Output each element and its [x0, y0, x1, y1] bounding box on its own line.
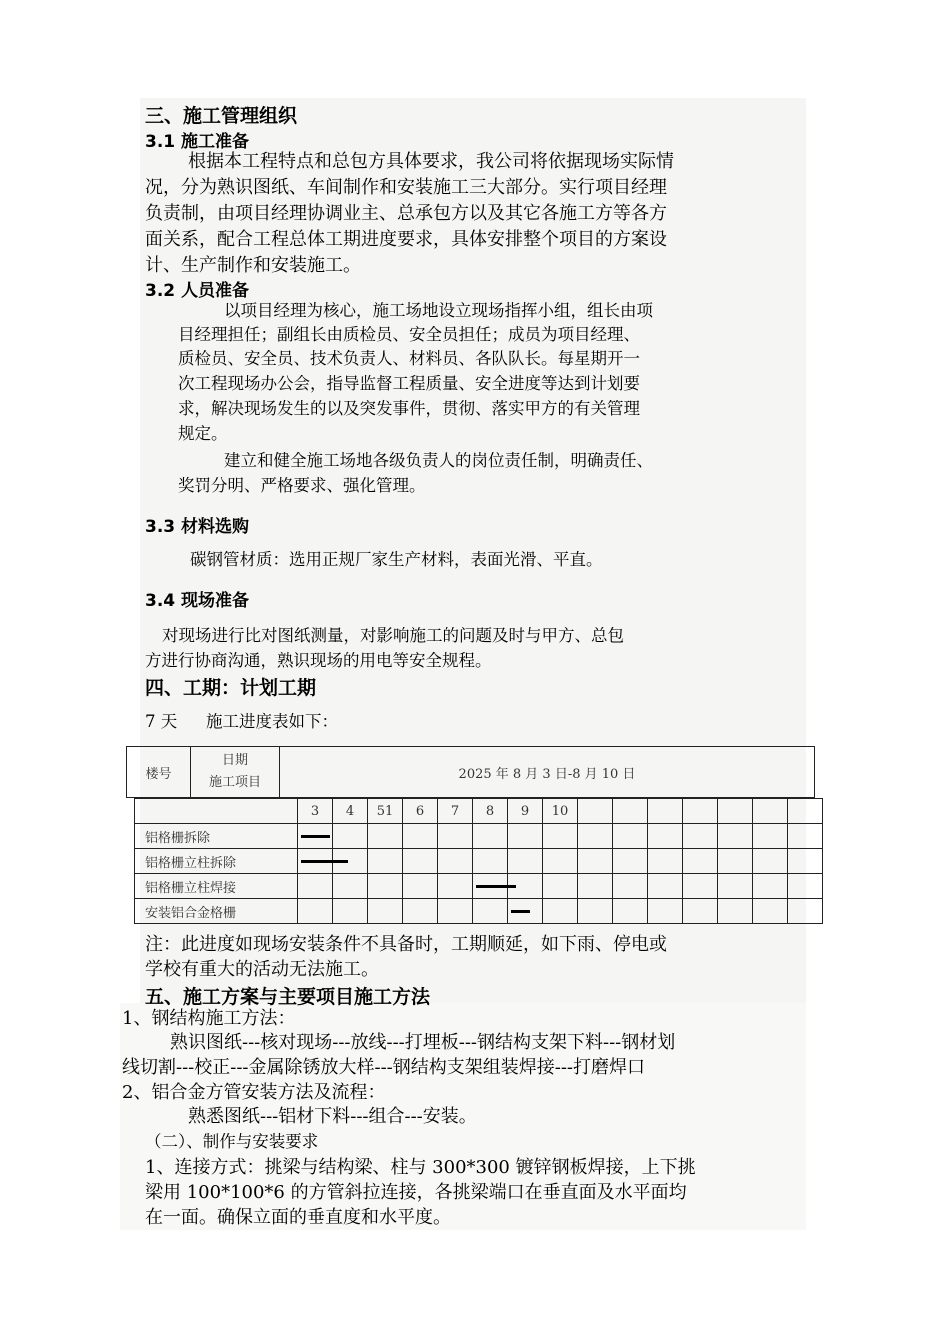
gantt-cell: [333, 874, 368, 899]
gantt-cell: [648, 849, 683, 874]
gantt-day-label: 7: [438, 799, 473, 824]
gantt-day-label: [648, 799, 683, 824]
sub-section-title: （二）、制作与安装要求: [145, 1132, 319, 1151]
schedule-header-table: [126, 746, 815, 798]
gantt-cell: [508, 849, 543, 874]
paragraph-line: 线切割---校正---金属除锈放大样---钢结构支架组装焊接---打磨焊口: [122, 1057, 645, 1078]
paragraph-line: 熟识图纸---核对现场---放线---打埋板---钢结构支架下料---钢材划: [170, 1032, 676, 1053]
gantt-day-label: [718, 799, 753, 824]
gantt-cell: [543, 899, 578, 924]
gantt-cell: [648, 824, 683, 849]
paragraph-line: 计、生产制作和安装施工。: [145, 255, 361, 276]
gantt-cell: [578, 849, 613, 874]
gantt-cell: [368, 874, 403, 899]
gantt-cell: [543, 874, 578, 899]
gantt-cell: [368, 824, 403, 849]
paragraph-line: 况，分为熟识图纸、车间制作和安装施工三大部分。实行项目经理: [145, 177, 667, 198]
gantt-cell: [473, 874, 508, 899]
gantt-day-label: 4: [333, 799, 368, 824]
gantt-cell: [333, 849, 368, 874]
gantt-corner: [135, 799, 298, 824]
section-title: 三、施工管理组织: [145, 105, 298, 127]
paragraph-line: 熟悉图纸---铝材下料---组合---安装。: [188, 1106, 477, 1127]
paragraph-line: 次工程现场办公会，指导监督工程质量、安全进度等达到计划要: [178, 374, 640, 393]
paragraph-line: 负责制，由项目经理协调业主、总承包方以及其它各施工方等各方: [145, 203, 667, 224]
gantt-row: [135, 849, 823, 874]
gantt-cell: [683, 899, 718, 924]
gantt-cell: [473, 899, 508, 924]
paragraph-line: 根据本工程特点和总包方具体要求，我公司将依据现场实际情: [188, 151, 674, 172]
gantt-cell: [368, 849, 403, 874]
gantt-cell: [508, 899, 543, 924]
paragraph-line: 建立和健全施工场地各级负责人的岗位责任制，明确责任、: [224, 451, 653, 470]
gantt-cell: [438, 824, 473, 849]
schedule-period: 2025 年 8 月 3 日-8 月 10 日: [280, 747, 815, 798]
gantt-cell: [753, 874, 788, 899]
gantt-task-name: 安装铝合金格栅: [135, 899, 298, 924]
gantt-cell: [333, 824, 368, 849]
gantt-cell: [613, 849, 648, 874]
gantt-cell: [578, 899, 613, 924]
gantt-cell: [403, 849, 438, 874]
gantt-cell: [613, 874, 648, 899]
gantt-cell: [578, 874, 613, 899]
paragraph-line: 以项目经理为核心，施工场地设立现场指挥小组，组长由项: [224, 301, 653, 320]
gantt-task-name: 铝格栅立柱焊接: [135, 874, 298, 899]
paragraph-line: 质检员、安全员、技术负责人、材料员、各队队长。每星期开一: [178, 349, 640, 368]
gantt-day-label: 6: [403, 799, 438, 824]
paragraph-line: 面关系，配合工程总体工期进度要求，具体安排整个项目的方案设: [145, 229, 667, 250]
gantt-day-label: [613, 799, 648, 824]
gantt-cell: [508, 824, 543, 849]
gantt-cell: [753, 824, 788, 849]
gantt-cell: [473, 849, 508, 874]
gantt-cell: [403, 824, 438, 849]
gantt-cell: [718, 849, 753, 874]
gantt-cell: [718, 874, 753, 899]
gantt-cell: [438, 874, 473, 899]
gantt-row: [135, 874, 823, 899]
gantt-day-label: 10: [543, 799, 578, 824]
gantt-cell: [578, 824, 613, 849]
section-title: 五、施工方案与主要项目施工方法: [145, 986, 431, 1008]
gantt-cell: [683, 874, 718, 899]
gantt-cell: [368, 899, 403, 924]
paragraph-line: 梁用 100*100*6 的方管斜拉连接，各挑梁端口在垂直面及水平面均: [145, 1182, 687, 1203]
subsection-title: 3.3 材料选购: [145, 517, 250, 537]
note-line: 注：此进度如现场安装条件不具备时，工期顺延，如下雨、停电或: [145, 934, 667, 955]
gantt-cell: [683, 824, 718, 849]
method-title: 1、钢结构施工方法：: [122, 1008, 296, 1029]
gantt-bar: [301, 835, 330, 838]
gantt-cell: [788, 874, 823, 899]
paragraph-line: 求，解决现场发生的以及突发事件，贯彻、落实甲方的有关管理: [178, 399, 640, 418]
gantt-row: [135, 899, 823, 924]
gantt-day-label: [788, 799, 823, 824]
paragraph-line: 规定。: [178, 424, 228, 443]
gantt-cell: [508, 874, 543, 899]
paragraph-line: 方进行协商沟通，熟识现场的用电等安全规程。: [145, 651, 492, 670]
gantt-day-label: 51: [368, 799, 403, 824]
gantt-table: [134, 798, 823, 924]
paragraph-line: 对现场进行比对图纸测量，对影响施工的问题及时与甲方、总包: [162, 626, 624, 645]
paragraph-line: 奖罚分明、严格要求、强化管理。: [178, 476, 426, 495]
subsection-title: 3.1 施工准备: [145, 132, 250, 152]
gantt-day-label: [753, 799, 788, 824]
section-title: 四、工期：计划工期: [145, 677, 317, 699]
subsection-title: 3.4 现场准备: [145, 591, 250, 611]
col-date-label: 日期: [221, 753, 248, 768]
paragraph-line: 碳钢管材质：选用正规厂家生产材料，表面光滑、平直。: [190, 550, 603, 569]
col-building-header: 楼号: [127, 747, 191, 798]
schedule-intro: 施工进度表如下：: [206, 712, 338, 731]
gantt-cell: [648, 899, 683, 924]
gantt-cell: [403, 899, 438, 924]
gantt-day-label: [683, 799, 718, 824]
gantt-cell: [788, 849, 823, 874]
gantt-cell: [298, 849, 333, 874]
gantt-cell: [298, 824, 333, 849]
col-item-label: 施工项目: [208, 775, 261, 790]
paragraph-line: 1、连接方式：挑梁与结构梁、柱与 300*300 镀锌钢板焊接，上下挑: [145, 1157, 696, 1178]
col-date-item-header: [191, 747, 280, 798]
gantt-day-label: 8: [473, 799, 508, 824]
gantt-row: [135, 824, 823, 849]
gantt-cell: [298, 899, 333, 924]
method-title: 2、铝合金方管安装方法及流程：: [122, 1082, 386, 1103]
gantt-day-label: [578, 799, 613, 824]
gantt-task-name: 铝格栅立柱拆除: [135, 849, 298, 874]
note-line: 学校有重大的活动无法施工。: [145, 959, 379, 980]
gantt-cell: [613, 899, 648, 924]
gantt-cell: [788, 899, 823, 924]
gantt-cell: [718, 899, 753, 924]
gantt-cell: [753, 849, 788, 874]
gantt-task-name: 铝格栅拆除: [135, 824, 298, 849]
gantt-cell: [333, 899, 368, 924]
gantt-cell: [788, 824, 823, 849]
paragraph-line: 在一面。确保立面的垂直度和水平度。: [145, 1207, 451, 1228]
gantt-cell: [543, 824, 578, 849]
gantt-day-label: 3: [298, 799, 333, 824]
gantt-bar: [511, 910, 530, 913]
gantt-cell: [403, 874, 438, 899]
gantt-cell: [473, 824, 508, 849]
gantt-cell: [438, 849, 473, 874]
gantt-cell: [648, 874, 683, 899]
paragraph-line: 目经理担任；副组长由质检员、安全员担任；成员为项目经理、: [178, 325, 640, 344]
gantt-cell: [543, 849, 578, 874]
duration-days: 7 天: [145, 712, 178, 731]
gantt-cell: [753, 899, 788, 924]
gantt-day-label: 9: [508, 799, 543, 824]
gantt-cell: [438, 899, 473, 924]
subsection-title: 3.2 人员准备: [145, 281, 250, 301]
gantt-cell: [683, 849, 718, 874]
gantt-cell: [613, 824, 648, 849]
gantt-cell: [298, 874, 333, 899]
gantt-cell: [718, 824, 753, 849]
